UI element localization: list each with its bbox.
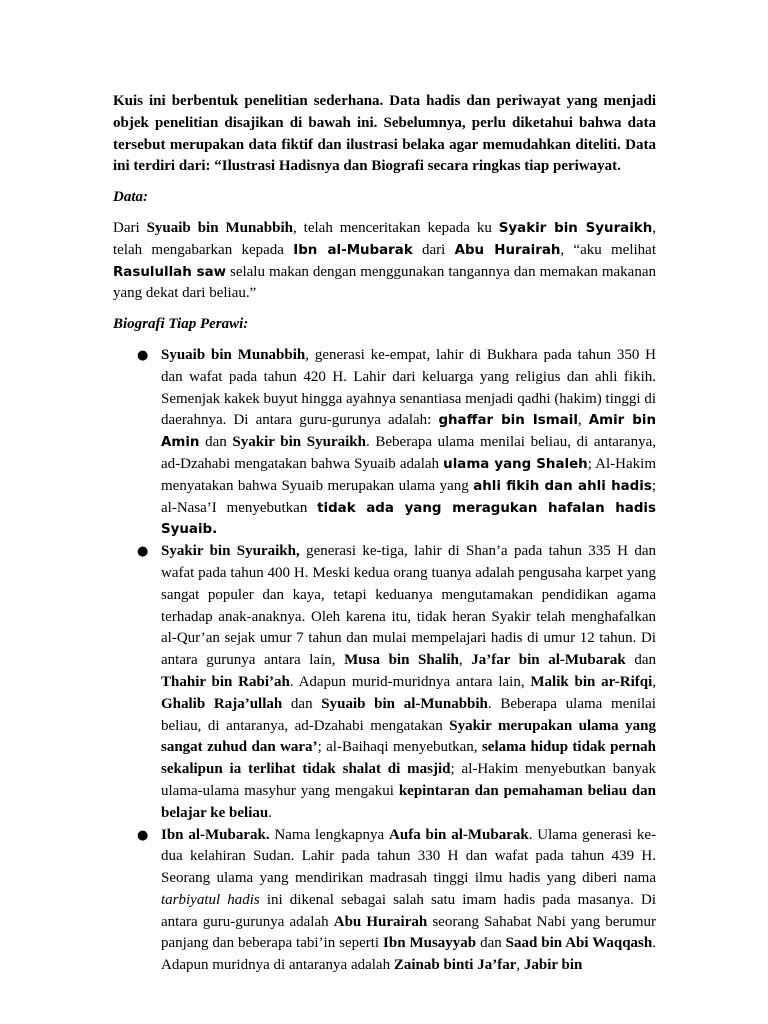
bullet-icon: ● — [137, 544, 149, 560]
hadith-paragraph: Dari Syuaib bin Munabbih, telah menceritakan kepada ku Syakir bin Syuraikh, telah mengabarkan kepada Ibn al-Mubarak dari Abu Hurairah, “aku melihat Rasulullah saw selalu makan dengan menggunakan tangannya dan memakan makanan yang dekat dari beliau.” — [113, 219, 656, 302]
biography-list — [113, 345, 656, 977]
biography-item-syuaib: ● Syuaib bin Munabbih, generasi ke-empat, lahir di Bukhara pada tahun 350 H dan wafat pada tahun 420 H. Lahir dari keluarga yang religius dan ahli fikih. Semenjak kakek buyut hingga ayahnya senantiasa menjadi qadhi (hakim) tinggi di daerahnya. Di antara guru-gurunya adalah: ghaffar bin Ismail, Amir bin Amin dan Syakir bin Syuraikh. Beberapa ulama menilai beliau, di antaranya, ad-Dzahabi mengatakan bahwa Syuaib adalah ulama yang Shaleh; Al-Hakim menyatakan bahwa Syuaib merupakan ulama yang ahli fikih dan ahli hadis; al-Nasa’I menyebutkan tidak ada yang meragukan hafalan hadis Syuaib. — [137, 346, 656, 538]
biography-heading: Biografi Tiap Perawi: — [113, 316, 249, 333]
biography-item-syakir: ● Syakir bin Syuraikh, generasi ke-tiga, lahir di Shan’a pada tahun 335 H dan wafat pada tahun 400 H. Meski kedua orang tuanya adalah pengusaha karpet yang sangat populer dan kaya, tetapi keduanya mengutamakan pendidikan agama terhadap anak-anaknya. Oleh karena itu, tidak heran Syakir telah menghafalkan al-Qur’an sejak umur 7 tahun dan mulai mempelajari hadis di umur 12 tahun. Di antara gurunya antara lain, Musa bin Shalih, Ja’far bin al-Mubarak dan Thahir bin Rabi’ah. Adapun murid-muridnya antara lain, Malik bin ar-Rifqi, Ghalib Raja’ullah dan Syuaib bin al-Munabbih. Beberapa ulama menilai beliau, di antaranya, ad-Dzahabi mengatakan Syakir merupakan ulama yang sangat zuhud dan wara’; al-Baihaqi menyebutkan, selama hidup tidak pernah sekalipun ia terlihat tidak shalat di masjid; al-Hakim menyebutkan banyak ulama-ulama masyhur yang mengakui kepintaran dan pemahaman beliau dan belajar ke beliau. — [137, 543, 657, 821]
bullet-icon: ● — [137, 827, 149, 843]
document-page — [113, 91, 656, 977]
bullet-icon: ● — [137, 347, 149, 363]
intro-paragraph: Kuis ini berbentuk penelitian sederhana. Data hadis dan periwayat yang menjadi objek penelitian disajikan di bawah ini. Sebelumnya, perlu diketahui bahwa data tersebut merupakan data fiktif dan ilustrasi belaka agar memudahkan diteliti. Data ini terdiri dari: “Ilustrasi Hadisnya dan Biografi secara ringkas tiap periwayat. — [113, 93, 656, 175]
biography-item-ibn-al-mubarak: ● Ibn al-Mubarak. Nama lengkapnya Aufa bin al-Mubarak. Ulama generasi ke-dua kelahiran Sudan. Lahir pada tahun 330 H dan wafat pada tahun 439 H. Seorang ulama yang mendirikan madrasah tinggi ilmu hadis yang diberi nama tarbiyatul hadis ini dikenal sebagai salah satu imam hadis pada masanya. Di antara guru-gurunya adalah Abu Hurairah seorang Sahabat Nabi yang berumur panjang dan beberapa tabi’in seperti Ibn Musayyab dan Saad bin Abi Waqqash. Adapun muridnya di antaranya adalah Zainab binti Ja’far, Jabir bin — [137, 826, 657, 974]
data-heading: Data: — [113, 189, 148, 206]
